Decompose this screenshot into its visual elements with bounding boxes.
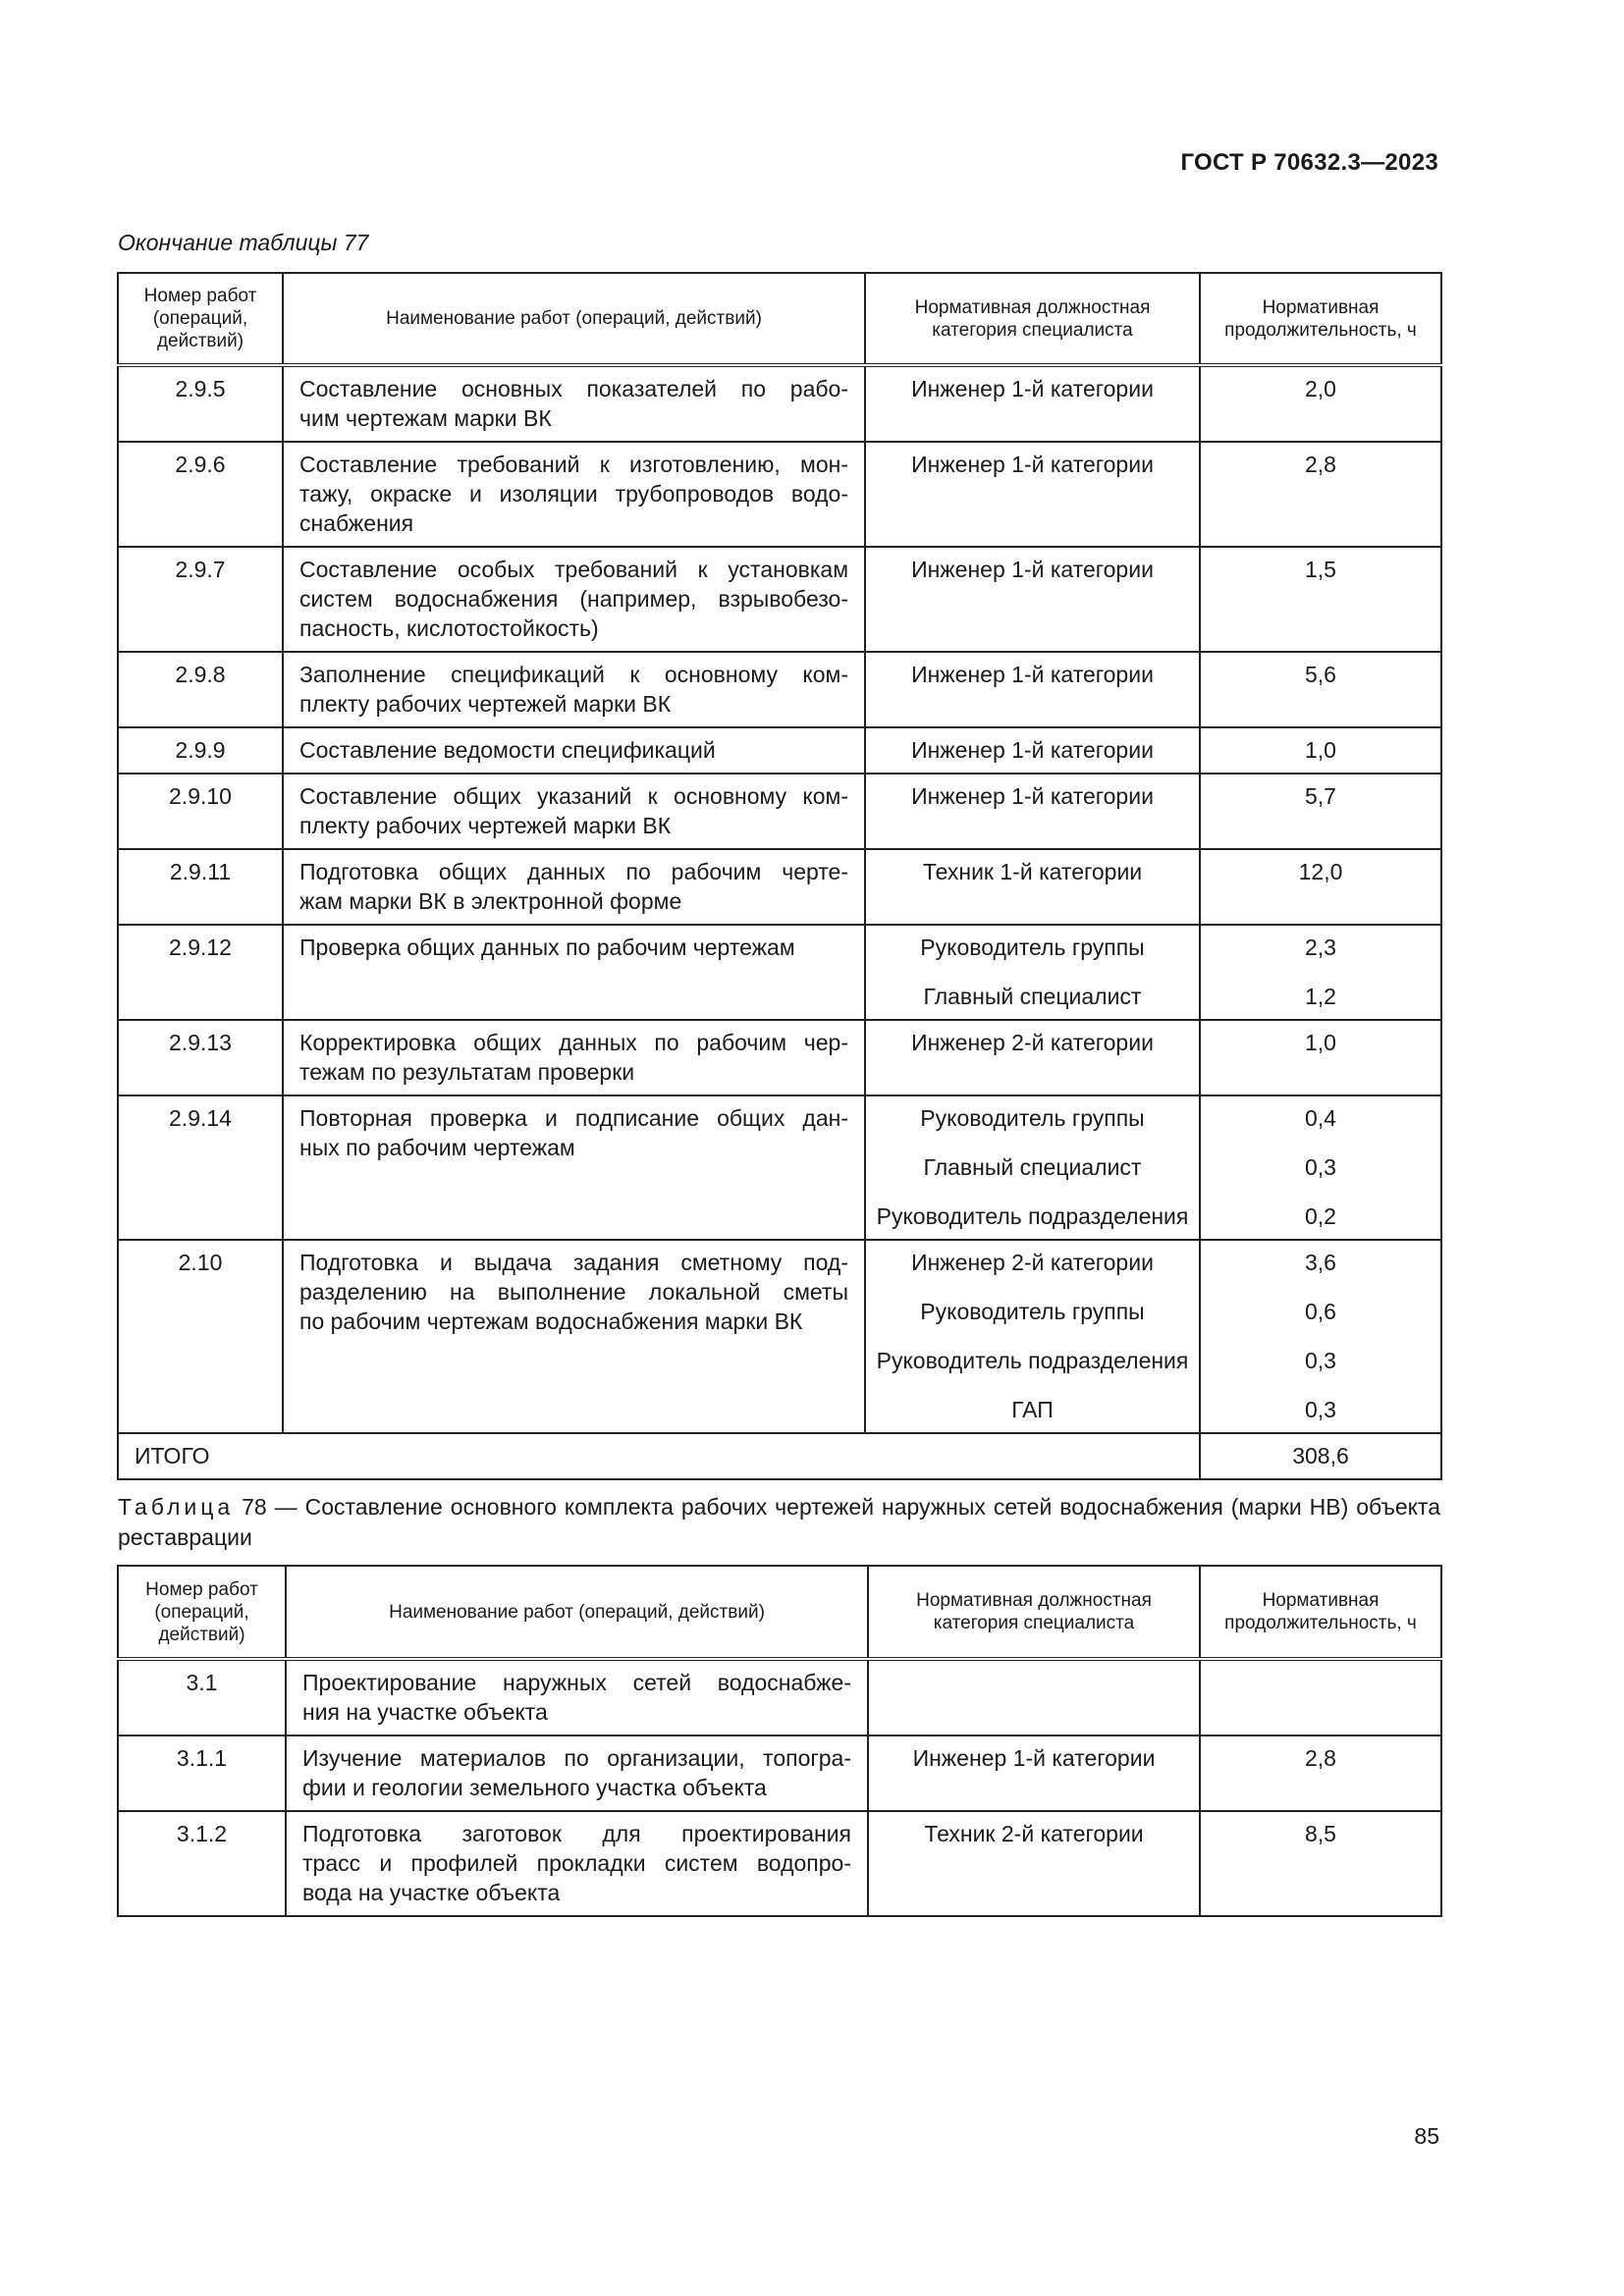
work-name-line: фии и геологии земельного участка объекта [302, 1775, 767, 1800]
column-header-duration: Нормативная продолжительность, ч [1200, 273, 1441, 365]
table-row [118, 365, 1441, 442]
work-name-line: Подготовка общих данных по рабочим черте- [299, 859, 848, 884]
duration-value: 5,6 [1305, 662, 1336, 687]
column-header-duration: Нормативная продолжительность, ч [1200, 1566, 1441, 1659]
specialist-category-item: ГАП [1011, 1397, 1054, 1422]
total-label: ИТОГО [118, 1433, 1200, 1479]
duration [1200, 652, 1441, 727]
work-name-line: Заполнение спецификаций к основному ком- [299, 662, 848, 687]
work-name-line: пасность, кислотостойкость) [299, 615, 599, 641]
duration-value: 0,3 [1305, 1154, 1336, 1180]
work-number: 2.9.14 [118, 1095, 283, 1240]
specialist-category-item: Инженер 1-й категории [911, 376, 1154, 401]
specialist-category-item: Руководитель группы [920, 1299, 1145, 1324]
duration [1200, 1735, 1441, 1811]
specialist-category-item: Руководитель группы [920, 934, 1145, 960]
table-row [118, 1735, 1441, 1811]
work-name [283, 727, 865, 774]
specialist-category-item: Инженер 2-й категории [911, 1250, 1154, 1275]
work-name [283, 925, 865, 1020]
work-number: 3.1 [118, 1659, 286, 1735]
work-name-line: Проверка общих данных по рабочим чертежам [299, 934, 795, 960]
work-name-line: снабжения [299, 510, 414, 536]
specialist-category-item: Руководитель подразделения [876, 1203, 1189, 1229]
specialist-category [865, 1095, 1200, 1240]
specialist-category-item: Техник 2-й категории [924, 1821, 1144, 1846]
work-name [283, 774, 865, 849]
duration [1200, 1659, 1441, 1735]
duration-value: 8,5 [1305, 1821, 1336, 1846]
table-77 [117, 272, 1442, 1480]
table-78-title-prefix: Таблица [118, 1494, 235, 1520]
duration-value: 1,2 [1305, 984, 1336, 1009]
work-name [283, 442, 865, 547]
specialist-category-item: Инженер 1-й категории [911, 662, 1154, 687]
duration [1200, 925, 1441, 1020]
work-name-line: Корректировка общих данных по рабочим чер- [299, 1030, 848, 1055]
work-name-line: плекту рабочих чертежей марки ВК [299, 813, 672, 838]
duration [1200, 547, 1441, 652]
duration-value: 5,7 [1305, 783, 1336, 809]
table-row [118, 1095, 1441, 1240]
work-number: 2.9.10 [118, 774, 283, 849]
work-name-line: Подготовка и выдача задания сметному под- [299, 1250, 848, 1275]
specialist-category [868, 1811, 1200, 1916]
table-78-title-text: 78 — Составление основного комплекта рабочих чертежей наружных сетей водоснабжения (марки НВ) объекта реставрации [118, 1494, 1440, 1550]
specialist-category [865, 727, 1200, 774]
work-name-line: Составление основных показателей по рабо- [299, 376, 848, 401]
work-number: 2.9.13 [118, 1020, 283, 1095]
table-row [118, 774, 1441, 849]
duration [1200, 1240, 1441, 1433]
duration [1200, 1095, 1441, 1240]
work-name-line: разделению на выполнение локальной сметы [299, 1279, 848, 1305]
table-row [118, 1659, 1441, 1735]
duration-value: 2,8 [1305, 452, 1336, 477]
work-number: 2.9.11 [118, 849, 283, 925]
specialist-category-item: Инженер 1-й категории [912, 1745, 1156, 1771]
work-number: 2.9.8 [118, 652, 283, 727]
specialist-category [865, 365, 1200, 442]
work-number: 3.1.1 [118, 1735, 286, 1811]
duration [1200, 442, 1441, 547]
specialist-category [865, 652, 1200, 727]
work-name-line: ния на участке объекта [302, 1699, 548, 1725]
work-name [286, 1735, 868, 1811]
specialist-category-item: Руководитель группы [920, 1105, 1145, 1131]
work-number: 2.9.7 [118, 547, 283, 652]
duration-value: 0,4 [1305, 1105, 1336, 1131]
specialist-category-item: Инженер 2-й категории [911, 1030, 1154, 1055]
work-number: 2.10 [118, 1240, 283, 1433]
work-name-line: ных по рабочим чертежам [299, 1135, 575, 1160]
table-row [118, 1020, 1441, 1095]
work-name-line: плекту рабочих чертежей марки ВК [299, 691, 672, 717]
work-number: 2.9.12 [118, 925, 283, 1020]
work-name [283, 652, 865, 727]
duration [1200, 1811, 1441, 1916]
work-name-line: Составление общих указаний к основному ком- [299, 783, 848, 809]
work-name [286, 1659, 868, 1735]
specialist-category [865, 925, 1200, 1020]
work-name [283, 365, 865, 442]
specialist-category-item: Главный специалист [923, 1154, 1142, 1180]
specialist-category [865, 442, 1200, 547]
work-name-line: систем водоснабжения (например, взрывобезо- [299, 586, 848, 612]
work-name [283, 1095, 865, 1240]
specialist-category [868, 1659, 1200, 1735]
column-header-category: Нормативная должностная категория специалиста [868, 1566, 1200, 1659]
table-row [118, 925, 1441, 1020]
work-name-line: вода на участке объекта [302, 1880, 561, 1905]
work-name-line: Подготовка заготовок для проектирования [302, 1821, 851, 1846]
page-number: 85 [1414, 2123, 1439, 2149]
table-row [118, 547, 1441, 652]
work-name-line: Проектирование наружных сетей водоснабже- [302, 1670, 851, 1695]
column-header-number: Номер работ (операций, действий) [118, 1566, 286, 1659]
duration-value: 2,3 [1305, 934, 1336, 960]
specialist-category [865, 1240, 1200, 1433]
column-header-name: Наименование работ (операций, действий) [286, 1566, 868, 1659]
table-row [118, 1811, 1441, 1916]
duration-value: 0,2 [1305, 1203, 1336, 1229]
duration [1200, 774, 1441, 849]
duration-value: 1,5 [1305, 557, 1336, 582]
table-row [118, 1240, 1441, 1433]
specialist-category-item: Инженер 1-й категории [911, 737, 1154, 763]
duration [1200, 849, 1441, 925]
work-name-line: чим чертежам марки ВК [299, 405, 552, 431]
work-name-line: Составление ведомости спецификаций [299, 737, 716, 763]
work-number: 3.1.2 [118, 1811, 286, 1916]
duration-value: 0,3 [1305, 1397, 1336, 1422]
specialist-category [865, 547, 1200, 652]
work-number: 2.9.9 [118, 727, 283, 774]
work-name-line: тежам по результатам проверки [299, 1059, 635, 1085]
table-row [118, 849, 1441, 925]
work-name-line: трасс и профилей прокладки систем водопро- [302, 1850, 851, 1876]
duration-value: 0,6 [1305, 1299, 1336, 1324]
duration-value: 2,0 [1305, 376, 1336, 401]
work-number: 2.9.6 [118, 442, 283, 547]
specialist-category [865, 774, 1200, 849]
table-row [118, 652, 1441, 727]
duration-value: 2,8 [1305, 1745, 1336, 1771]
specialist-category-item: Главный специалист [923, 984, 1142, 1009]
duration [1200, 1020, 1441, 1095]
table-78 [117, 1565, 1442, 1917]
specialist-category-item: Инженер 1-й категории [911, 452, 1154, 477]
work-name [283, 849, 865, 925]
table-78-title [118, 1492, 1440, 1553]
work-name-line: тажу, окраске и изоляции трубопроводов водо- [299, 481, 848, 507]
column-header-category: Нормативная должностная категория специалиста [865, 273, 1200, 365]
work-name-line: по рабочим чертежам водоснабжения марки ВК [299, 1308, 803, 1334]
total-value: 308,6 [1200, 1433, 1441, 1479]
work-name [286, 1811, 868, 1916]
table-77-caption: Окончание таблицы 77 [118, 230, 369, 255]
table-row [118, 727, 1441, 774]
work-name-line: Изучение материалов по организации, топогра- [302, 1745, 851, 1771]
duration [1200, 365, 1441, 442]
duration-value: 1,0 [1305, 1030, 1336, 1055]
work-name [283, 1020, 865, 1095]
duration-value: 3,6 [1305, 1250, 1336, 1275]
column-header-number: Номер работ (операций, действий) [118, 273, 283, 365]
work-name-line: Составление особых требований к установкам [299, 557, 848, 582]
specialist-category-item: Инженер 1-й категории [911, 783, 1154, 809]
specialist-category [865, 1020, 1200, 1095]
document-code: ГОСТ Р 70632.3—2023 [1180, 149, 1438, 176]
work-name-line: Повторная проверка и подписание общих дан- [299, 1105, 848, 1131]
table-row [118, 442, 1441, 547]
work-name-line: жам марки ВК в электронной форме [299, 888, 682, 914]
specialist-category-item: Инженер 1-й категории [911, 557, 1154, 582]
work-name-line: Составление требований к изготовлению, мон- [299, 452, 848, 477]
duration-value: 0,3 [1305, 1348, 1336, 1373]
duration [1200, 727, 1441, 774]
duration-value: 1,0 [1305, 737, 1336, 763]
specialist-category-item: Руководитель подразделения [876, 1348, 1189, 1373]
work-number: 2.9.5 [118, 365, 283, 442]
work-name [283, 547, 865, 652]
column-header-name: Наименование работ (операций, действий) [283, 273, 865, 365]
specialist-category [868, 1735, 1200, 1811]
duration-value: 12,0 [1298, 859, 1343, 884]
specialist-category [865, 849, 1200, 925]
work-name [283, 1240, 865, 1433]
specialist-category-item: Техник 1-й категории [922, 859, 1143, 884]
